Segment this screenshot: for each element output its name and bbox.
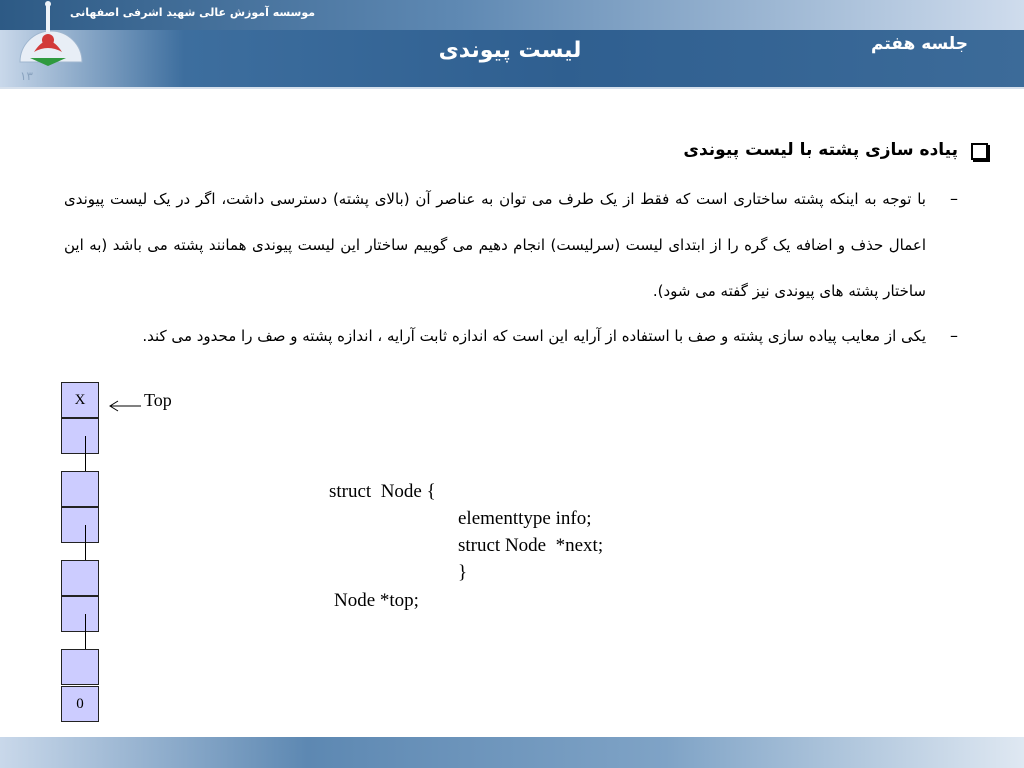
stack-node-pointer — [61, 507, 99, 543]
stack-node-top: X — [61, 382, 99, 418]
paragraph-text: یکی از معایب پیاده سازی پشته و صف با استفاده از آرایه این است که اندازه ثابت آرایه ، اندازه پشته و صف را محدود می کند. — [142, 327, 926, 345]
svg-text:۱۳: ۱۳ — [20, 69, 33, 83]
institution-logo-icon — [12, 0, 90, 86]
footer-band — [0, 737, 1024, 768]
checkbox-icon — [971, 143, 988, 160]
stack-node — [61, 560, 99, 596]
stack-node-pointer — [61, 596, 99, 632]
section-heading-text: پیاده سازی پشته با لیست پیوندی — [683, 140, 958, 160]
paragraph-text: با توجه به اینکه پشته ساختاری است که فقط از یک طرف می توان به عناصر آن (بالای پشته) دسترسی داشت، اگر در یک لیست پیوندی اعمال حذف و اضافه یک گره را از ابتدای لیست (سرلیست) انجام دهیم می گوییم ساختار این لیست پیوندی همانند پشته می باشد (به این ساختار پشته های پیوندی نیز گفته می شود). — [64, 190, 926, 300]
stack-node-pointer — [61, 418, 99, 454]
session-label: جلسه هفتم — [870, 34, 968, 54]
left-arrow-icon — [108, 400, 142, 412]
header-divider — [0, 87, 1024, 89]
section-heading — [358, 140, 958, 160]
code-line-4: } — [458, 562, 468, 583]
code-line-2: elementtype info; — [458, 508, 592, 529]
paragraph-linked-stack — [64, 176, 958, 314]
dash-bullet: – — [950, 326, 958, 345]
paragraph-array-limits — [64, 313, 958, 359]
stack-node — [61, 471, 99, 507]
institution-name: موسسه آموزش عالی شهید اشرفی اصفهانی — [70, 6, 316, 19]
code-line-1: struct Node { — [329, 481, 436, 502]
code-line-5: Node *top; — [334, 590, 419, 611]
code-line-3: struct Node *next; — [458, 535, 604, 556]
stack-node-bottom: 0 — [61, 686, 99, 722]
top-pointer-label: Top — [144, 390, 172, 410]
stack-node — [61, 649, 99, 685]
dash-bullet: – — [950, 189, 958, 208]
page-title: لیست پیوندی — [438, 38, 582, 63]
